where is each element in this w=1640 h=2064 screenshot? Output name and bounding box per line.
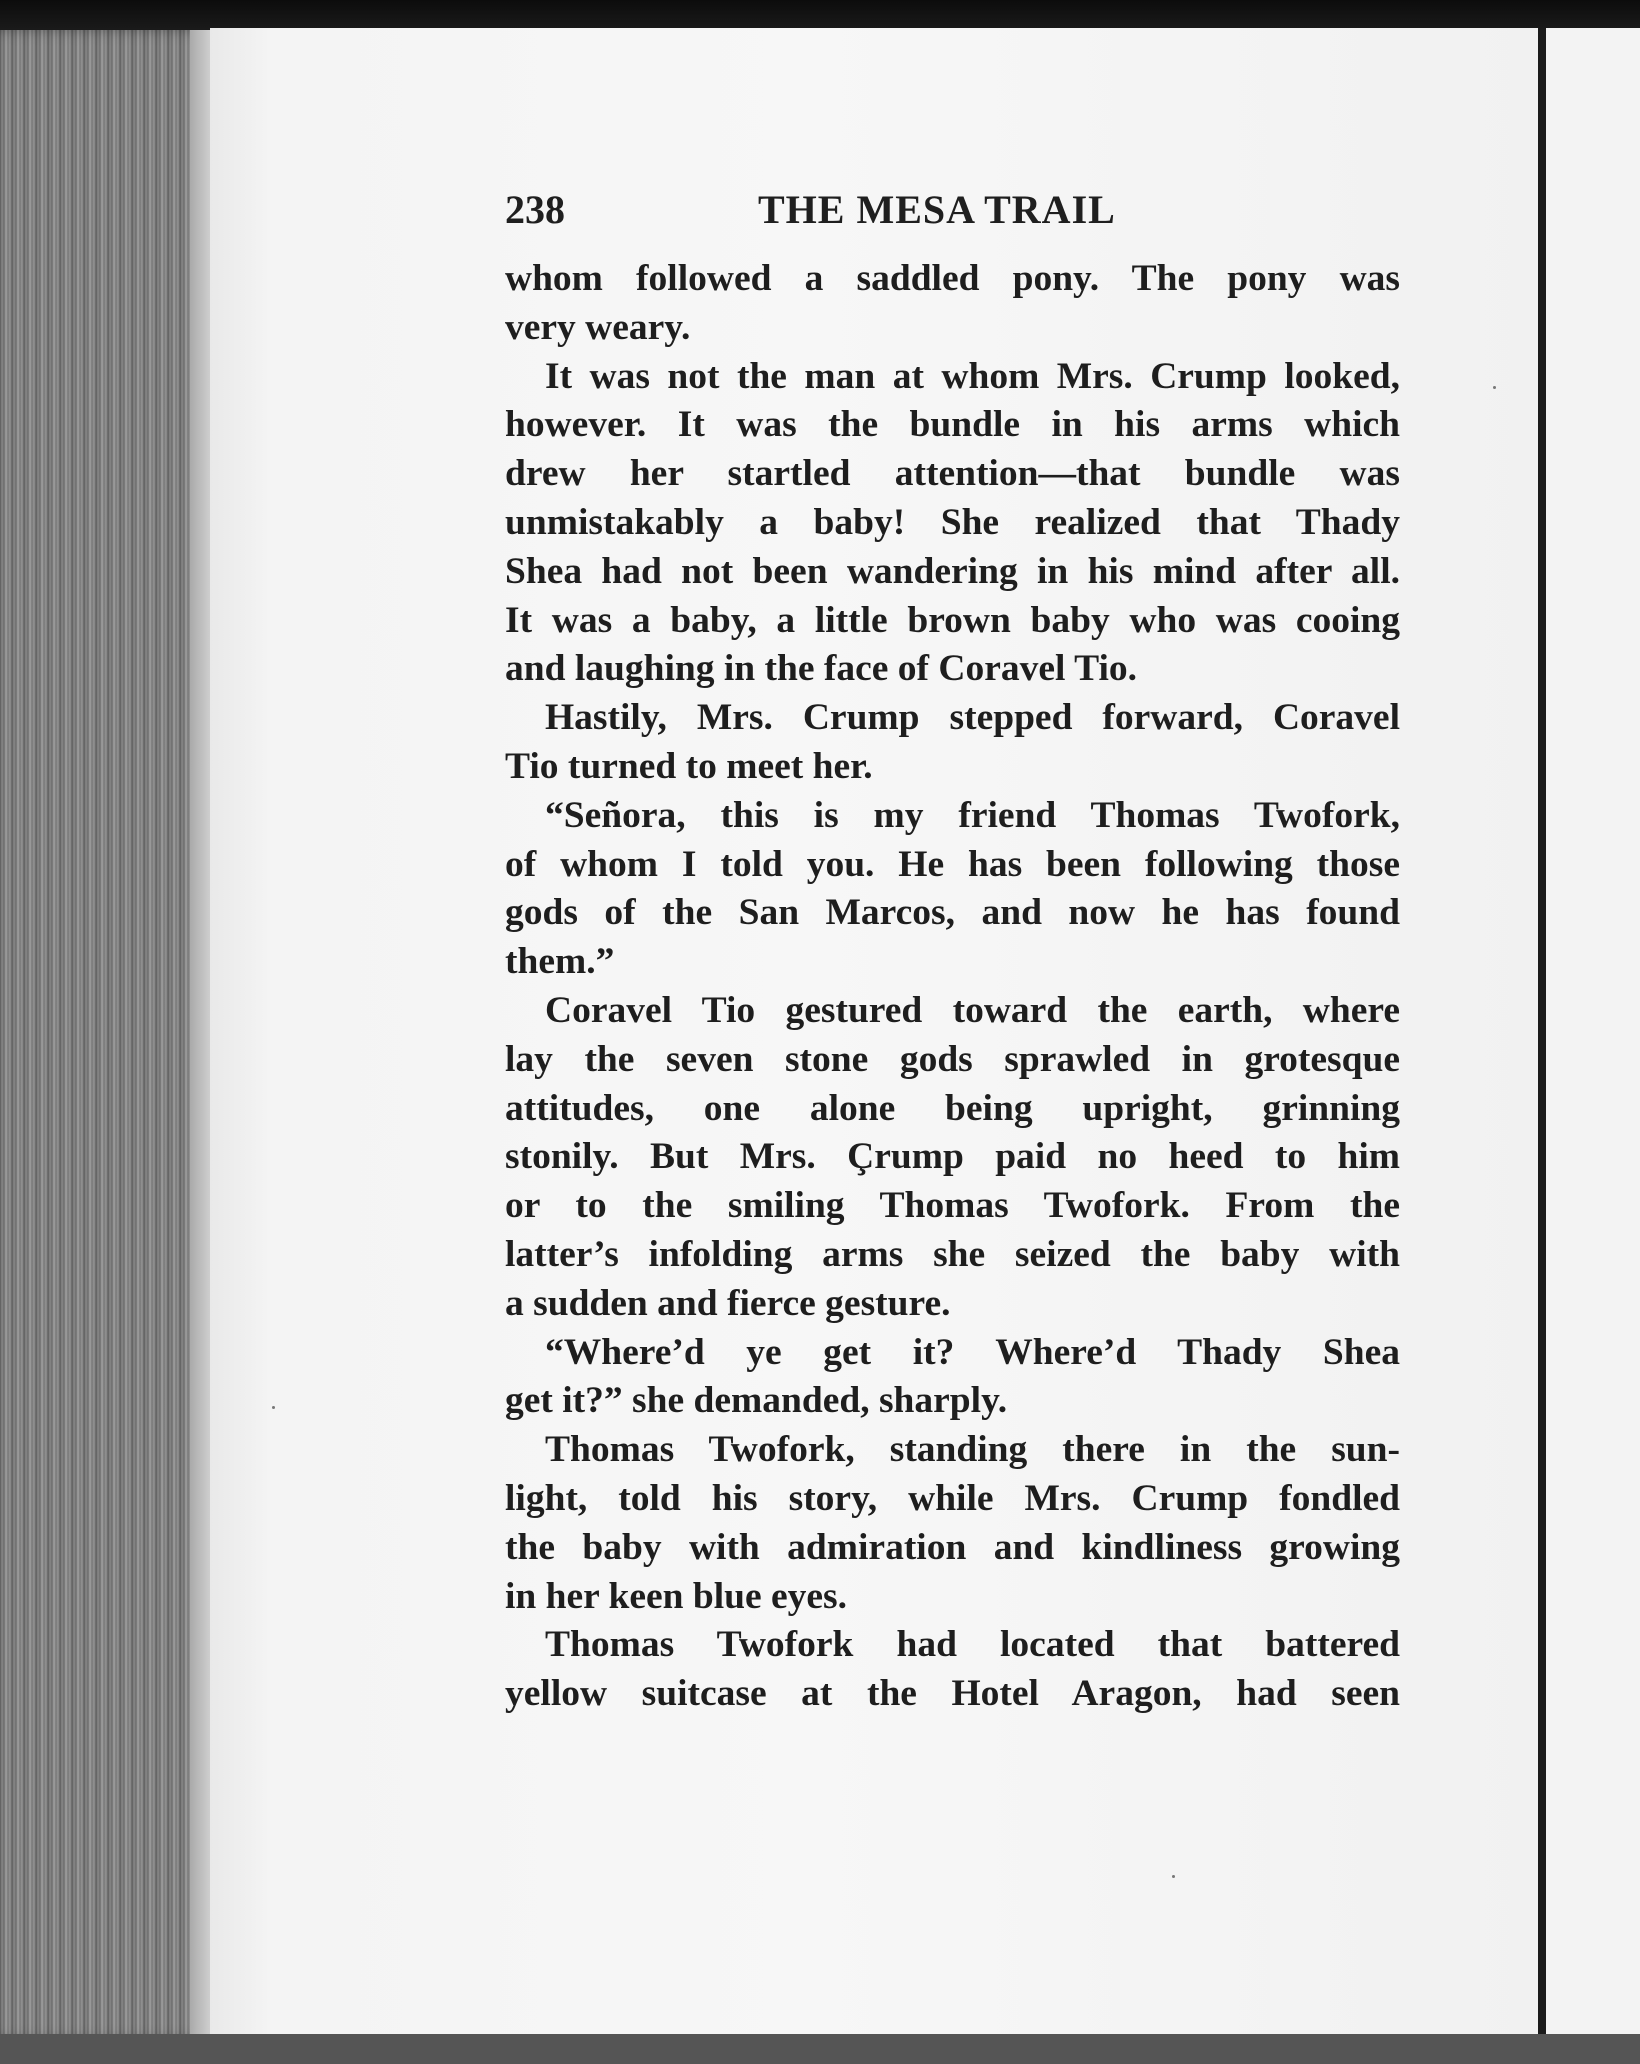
text-line: Coravel Tio gestured toward the earth, where [545, 989, 1400, 1031]
text-line: in her keen blue eyes. [505, 1575, 848, 1617]
text-line: It was a baby, a little brown baby who was cooing [505, 599, 1400, 641]
page-number: 238 [505, 187, 565, 232]
running-title: THE MESA TRAIL [758, 187, 1116, 232]
text-line: Shea had not been wandering in his mind after all. [505, 550, 1400, 592]
page-gutter [1538, 28, 1546, 2034]
text-line: Tio turned to meet her. [505, 745, 873, 787]
text-line: very weary. [505, 306, 691, 348]
text-line: light, told his story, while Mrs. Crump fondled [505, 1477, 1400, 1519]
text-line: the baby with admiration and kindliness growing [505, 1526, 1400, 1568]
scanner-bottom-edge [0, 2034, 1640, 2064]
dust-speck [1493, 386, 1496, 389]
text-line: lay the seven stone gods sprawled in grotesque [505, 1038, 1400, 1080]
text-line: and laughing in the face of Coravel Tio. [505, 648, 1138, 690]
dust-speck [1172, 1875, 1175, 1878]
text-line: a sudden and fierce gesture. [505, 1282, 951, 1324]
text-line: Thomas Twofork, standing there in the sun- [545, 1429, 1400, 1471]
text-line: Hastily, Mrs. Crump stepped forward, Coravel [545, 697, 1400, 739]
text-line: attitudes, one alone being upright, grinning [505, 1087, 1400, 1129]
text-line: yellow suitcase at the Hotel Aragon, had seen [505, 1673, 1400, 1715]
text-line: It was not the man at whom Mrs. Crump looked, [545, 355, 1400, 397]
text-line: unmistakably a baby! She realized that Thady [505, 501, 1400, 543]
page-edges [0, 30, 215, 2040]
text-line: or to the smiling Thomas Twofork. From the [505, 1185, 1400, 1227]
text-line: of whom I told you. He has been following those [505, 843, 1400, 885]
text-line: however. It was the bundle in his arms which [505, 404, 1400, 446]
text-line: latter’s infolding arms she seized the baby with [505, 1233, 1400, 1275]
text-line: them.” [505, 941, 615, 983]
dust-speck [272, 1406, 275, 1409]
text-line: gods of the San Marcos, and now he has found [505, 892, 1400, 934]
text-line: “Where’d ye get it? Where’d Thady Shea [545, 1331, 1400, 1373]
text-line: drew her startled attention—that bundle was [505, 453, 1400, 495]
text-line: whom followed a saddled pony. The pony was [505, 258, 1400, 299]
text-line: stonily. But Mrs. Çrump paid no heed to him [505, 1136, 1400, 1178]
text-line: “Señora, this is my friend Thomas Twofork, [545, 794, 1400, 836]
body-text [505, 255, 1400, 1719]
text-line: get it?” she demanded, sharply. [505, 1380, 1008, 1422]
adjacent-page [1546, 28, 1640, 2034]
page-header [505, 186, 1155, 236]
text-line: Thomas Twofork had located that battered [545, 1624, 1400, 1666]
